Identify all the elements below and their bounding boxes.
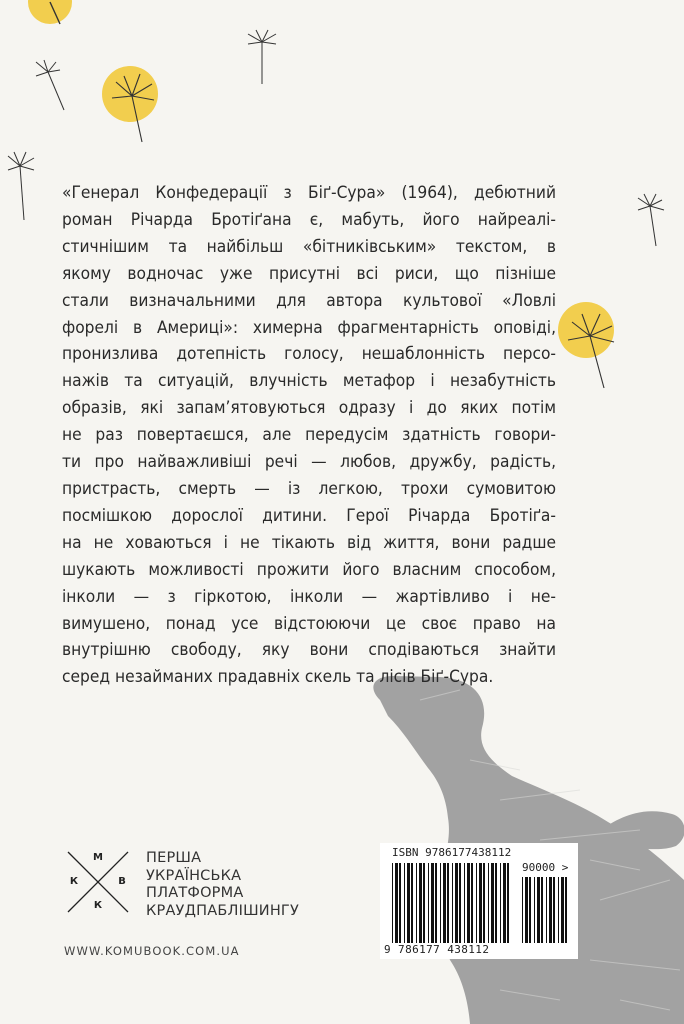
back-cover-blurb	[62, 180, 556, 691]
blurb-line: стали визначальними для автора культової «Ловлі	[62, 290, 556, 311]
blurb-line: «Генерал Конфедерації з Біґ-Сура» (1964), дебютний	[62, 183, 556, 203]
tagline-line: КРАУДПАБЛІШИНГУ	[146, 902, 300, 919]
logo-letter-bottom: К	[93, 900, 103, 911]
blurb-line: якому водночас уже присутні всі риси, що пізніше	[62, 263, 556, 284]
blurb-line: образів, які запам’ятовуються одразу і до яких потім	[62, 398, 556, 419]
blurb-line: не раз повертаєшся, але передусім здатність говори-	[62, 425, 556, 446]
barcode-digits: 9 786177 438112	[384, 943, 490, 956]
blurb-line: пронизлива дотепність голосу, нешаблонність персо-	[62, 344, 556, 365]
publisher-logo	[64, 848, 132, 916]
price-code: 90000 >	[522, 861, 569, 874]
tagline-line: ПЛАТФОРМА	[146, 885, 244, 901]
blurb-line: ти про найважливіші речі — любов, дружбу, радість,	[62, 452, 556, 473]
blurb-line: серед незайманих прадавніх скель та лісів Біґ-Сура.	[62, 667, 494, 688]
publisher-website[interactable]: WWW.KOMUBOOK.COM.UA	[64, 944, 240, 958]
blurb-line: пристрасть, смерть — із легкою, трохи сумовитою	[62, 478, 556, 499]
blurb-line: роман Річарда Бротіґана є, мабуть, його найреалі-	[62, 209, 556, 230]
blurb-line: стичнішим та найбільш «бітниківським» текстом, в	[62, 236, 556, 257]
blurb-line: вимушено, понад усе відстоюючи це своє право на	[62, 613, 556, 634]
logo-letter-top: М	[93, 852, 103, 863]
tagline-line: ПЕРША	[146, 850, 202, 866]
tagline-line: УКРАЇНСЬКА	[146, 867, 242, 884]
logo-letter-left: К	[69, 876, 79, 887]
blurb-line: на не ховаються і не тікають від життя, вони радше	[62, 532, 556, 553]
blurb-line: форелі в Америці»: химерна фрагментарність оповіді,	[62, 317, 556, 338]
blurb-line: посмішкою дорослої дитини. Герої Річарда Бротіґа-	[62, 505, 556, 526]
isbn-label: ISBN 9786177438112	[392, 846, 512, 859]
logo-letter-right: В	[118, 876, 126, 887]
blurb-line: внутрішню свободу, яку вони сподіваються знайти	[62, 640, 556, 661]
publisher-tagline	[146, 850, 299, 920]
isbn-barcode	[380, 843, 578, 959]
blurb-line: шукають можливості прожити його власним способом,	[62, 559, 556, 580]
blurb-line: нажів та ситуацій, влучність метафор і незабутність	[62, 371, 556, 392]
blurb-line: інколи — з гіркотою, інколи — жартівливо і не-	[62, 586, 556, 607]
